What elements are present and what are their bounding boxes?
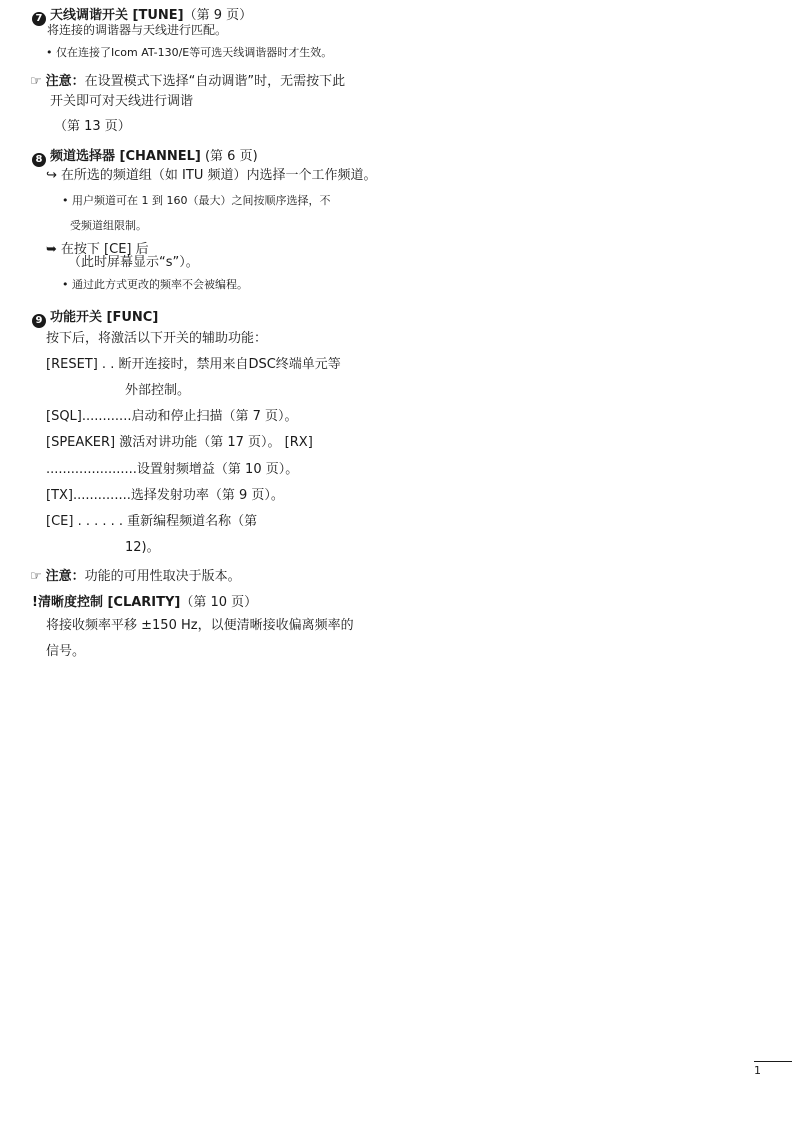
exclamation-marker-icon: ! [32,595,38,610]
func-item-rx: ......................设置射频增益（第 10 页）。 [46,462,299,477]
sec8-press-text: 在按下 [CE] 后 [60,242,149,257]
func-item-speaker: [SPEAKER] 激活对讲功能（第 17 页）。 [RX] [46,435,313,450]
circled-number-8-icon: 8 [32,153,46,167]
sec7-bullet: • 仅在连接了Icom AT-130/E等可选天线调谐器时才生效。 [46,46,333,59]
func-item-ce: [CE] . . . . . . 重新编程频道名称（第 [46,514,258,529]
sec10-ref: （第 10 页） [180,595,258,610]
bold-arrow-icon: ➥ [46,242,57,257]
sec10-desc: 将接收频率平移 ±150 Hz，以便清晰接收偏离频率的 [46,618,354,633]
sec7-title: 天线调谐开关 [TUNE] [50,8,184,23]
sec8-press-cont: （此时屏幕显示“s”）。 [68,255,199,270]
func-item-tx: [TX]..............选择发射功率（第 9 页）。 [46,488,284,503]
func-item-sql: [SQL]............启动和停止扫描（第 7 页）。 [46,409,298,424]
sec7-note-cont: 开关即可对天线进行调谐 [50,94,194,109]
sec8-bullet1-cont: 受频道组限制。 [70,219,147,232]
sec8-desc-text: 在所选的频道组（如 ITU 频道）内选择一个工作频道。 [60,168,377,183]
sec8-title: 频道选择器 [CHANNEL] [50,149,201,164]
page-number: 1 [754,1064,761,1077]
sec9-heading [32,311,158,328]
sec9-desc: 按下后，将激活以下开关的辅助功能： [46,331,268,346]
sec7-note-ref: （第 13 页） [54,119,131,134]
func-item-reset: [RESET] . . 断开连接时，禁用来自DSC终端单元等 [46,357,341,372]
sec10-desc-cont: 信号。 [46,644,86,659]
sec7-note [30,75,345,88]
sec8-bullet1: • 用户频道可在 1 到 160（最大）之间按顺序选择，不 [62,194,331,207]
note-text: 功能的可用性取决于版本。 [84,569,241,584]
sec7-ref: （第 9 页） [183,8,253,23]
sec9-title: 功能开关 [FUNC] [50,310,159,325]
sec10-title: 清晰度控制 [CLARITY] [37,595,181,610]
sec8-ref: (第 6 页) [200,149,258,164]
note-label: 注意： [45,74,85,89]
note-text: 在设置模式下选择“自动调谐”时，无需按下此 [84,74,346,89]
sec8-heading [32,150,258,167]
func-item-reset-cont: 外部控制。 [125,383,191,398]
hook-arrow-icon: ↪ [46,168,57,183]
page-number-rule [754,1061,792,1062]
sec7-desc: 将连接的调谐器与天线进行匹配。 [47,23,228,37]
circled-number-7-icon: 7 [32,12,46,26]
note-label: 注意： [45,569,85,584]
pointing-hand-icon: ☞ [30,74,42,89]
func-item-ce-cont: 12)。 [125,540,160,555]
sec9-note [30,570,241,583]
pointing-hand-icon: ☞ [30,569,42,584]
circled-number-9-icon: 9 [32,314,46,328]
sec8-bullet2: • 通过此方式更改的频率不会被编程。 [62,278,248,291]
sec10-heading [32,596,257,609]
sec8-desc [46,169,376,182]
